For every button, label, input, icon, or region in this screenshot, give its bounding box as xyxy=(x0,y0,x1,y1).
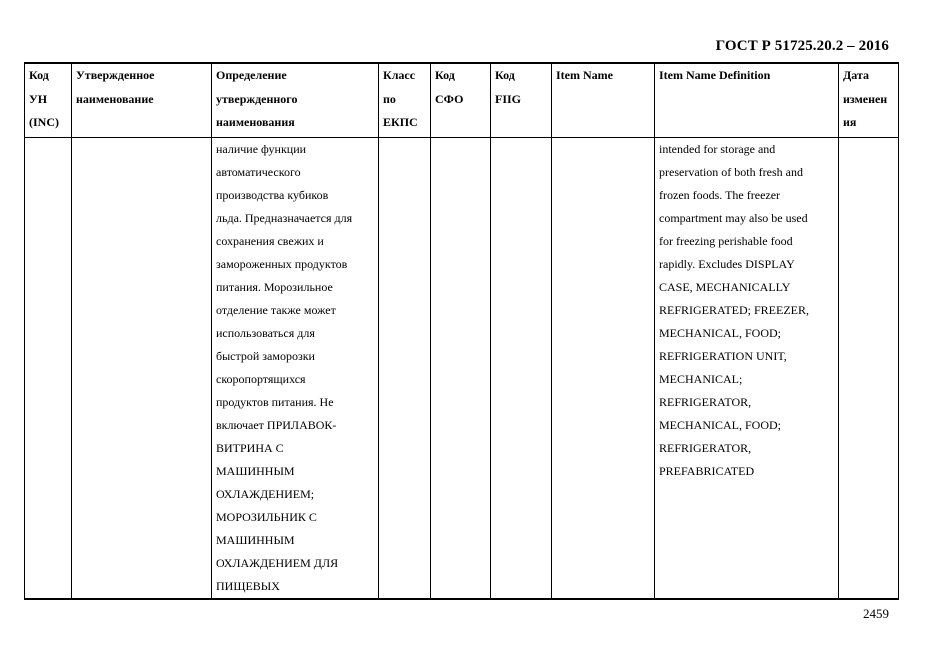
header-inc-code: Код УН (INC) xyxy=(25,63,72,137)
header-item-name-definition: Item Name Definition xyxy=(655,63,839,137)
definition-en-line: MECHANICAL, FOOD; xyxy=(659,325,782,340)
specification-table xyxy=(24,62,899,600)
document-standard-header: ГОСТ Р 51725.20.2 – 2016 xyxy=(715,38,889,54)
definition-ru-line: МОРОЗИЛЬНИК С xyxy=(216,509,317,524)
definition-en-line: intended for storage and xyxy=(659,141,776,156)
cell-sfo-code xyxy=(431,137,491,599)
definition-ru-line: льда. Предназначается для xyxy=(216,210,353,225)
definition-ru-line: замороженных продуктов xyxy=(216,256,348,271)
header-item-name: Item Name xyxy=(552,63,655,137)
header-fiig-code: Код FIIG xyxy=(491,63,552,137)
definition-ru-line: ПИЩЕВЫХ xyxy=(216,578,280,593)
table-header-row xyxy=(25,63,899,137)
cell-item-name xyxy=(552,137,655,599)
definition-ru-line: питания. Морозильное xyxy=(216,279,333,294)
definition-ru-line: скоропортящихся xyxy=(216,371,306,386)
definition-en-line: compartment may also be used xyxy=(659,210,808,225)
table-row xyxy=(25,137,899,599)
definition-ru-line: ОХЛАЖДЕНИЕМ; xyxy=(216,486,315,501)
header-change-date: Дата изменен ия xyxy=(839,63,899,137)
page-number: 2459 xyxy=(863,606,889,621)
definition-en-line: REFRIGERATION UNIT, xyxy=(659,348,787,363)
definition-ru-line: продуктов питания. Не xyxy=(216,394,334,409)
definition-ru-line: ОХЛАЖДЕНИЕМ ДЛЯ xyxy=(216,555,339,570)
definition-en-line: preservation of both fresh and xyxy=(659,164,803,179)
definition-en-line: MECHANICAL; xyxy=(659,371,743,386)
definition-ru-line: включает ПРИЛАВОК- xyxy=(216,417,337,432)
cell-fiig-code xyxy=(491,137,552,599)
definition-en-line: REFRIGERATED; FREEZER, xyxy=(659,302,810,317)
definition-ru-line: сохранения свежих и xyxy=(216,233,324,248)
header-sfo-code: Код СФО xyxy=(431,63,491,137)
definition-en-line: CASE, MECHANICALLY xyxy=(659,279,791,294)
header-ekps-class: Класс по ЕКПС xyxy=(379,63,431,137)
header-approved-name-definition: Определение утвержденного наименования xyxy=(212,63,379,137)
definition-ru-line: МАШИННЫМ xyxy=(216,463,295,478)
cell-ekps-class xyxy=(379,137,431,599)
cell-inc-code xyxy=(25,137,72,599)
definition-ru-line: использоваться для xyxy=(216,325,315,340)
definition-en-line: PREFABRICATED xyxy=(659,463,755,478)
cell-change-date xyxy=(839,137,899,599)
definition-ru-line: автоматического xyxy=(216,164,301,179)
definition-ru-line: отделение также может xyxy=(216,302,336,317)
definition-ru-line: наличие функции xyxy=(216,141,307,156)
definition-ru-line: МАШИННЫМ xyxy=(216,532,295,547)
definition-ru-line: ВИТРИНА С xyxy=(216,440,284,455)
definition-ru-line: производства кубиков xyxy=(216,187,329,202)
definition-en-line: REFRIGERATOR, xyxy=(659,440,752,455)
definition-ru-line: быстрой заморозки xyxy=(216,348,315,363)
cell-definition-en xyxy=(655,137,839,599)
cell-definition-ru xyxy=(212,137,379,599)
definition-en-line: MECHANICAL, FOOD; xyxy=(659,417,782,432)
definition-en-line: frozen foods. The freezer xyxy=(659,187,781,202)
definition-en-line: for freezing perishable food xyxy=(659,233,793,248)
header-approved-name: Утвержденное наименование xyxy=(72,63,212,137)
definition-en-line: rapidly. Excludes DISPLAY xyxy=(659,256,795,271)
cell-approved-name xyxy=(72,137,212,599)
definition-en-line: REFRIGERATOR, xyxy=(659,394,752,409)
